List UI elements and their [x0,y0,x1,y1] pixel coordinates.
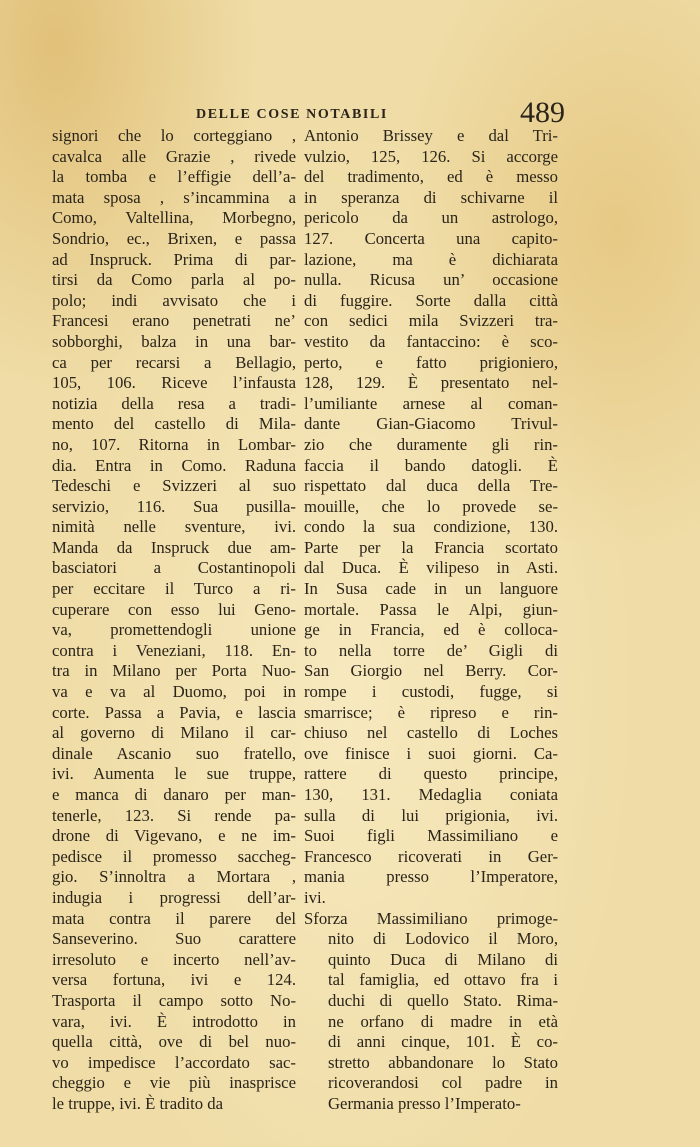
text-line: ad Inspruck. Prima di par- [52,249,296,269]
text-line: nito di Lodovico il Moro, [328,929,558,949]
text-line: mouille, che lo provede se- [304,496,558,516]
text-line: mata sposa , s’incammina a [52,187,296,207]
text-line: va e va al Duomo, poi in [52,682,296,702]
text-line: 127. Concerta una capito- [304,228,558,248]
text-line: quella città, ove di bel nuo- [52,1032,296,1052]
text-line: condo la sua condizione, 130. [304,517,558,537]
text-line: sulla di lui prigionia, ivi. [304,805,558,825]
text-line: mania presso l’Imperatore, [304,867,558,887]
text-line: cheggio e vie più inasprisce [52,1073,296,1093]
text-line: Como, Valtellina, Morbegno, [52,208,296,228]
text-line: notizia della resa a tradi- [52,393,296,413]
text-line: ca per recarsi a Bellagio, [52,352,296,372]
text-line: in speranza di schivarne il [304,187,558,207]
text-line: mata contra il parere del [52,908,296,928]
text-line: ricoverandosi col padre in [328,1073,558,1093]
text-line: chiuso nel castello di Loches [304,723,558,743]
text-line: Sanseverino. Suo carattere [52,929,296,949]
text-line: tirsi da Como parla al po- [52,270,296,290]
text-line: le truppe, ivi. È tradito da [52,1093,223,1113]
left-column [52,126,296,1115]
text-line: con sedici mila Svizzeri tra- [304,311,558,331]
text-line: Trasporta il campo sotto No- [52,990,296,1010]
text-line: dinale Ascanio suo fratello, [52,743,296,763]
text-line: del tradimento, ed è messo [304,167,558,187]
text-line: rattere di questo principe, [304,764,558,784]
text-line: Parte per la Francia scortato [304,537,558,557]
text-line: versa fortuna, ivi e 124. [52,970,296,990]
text-line: ivi. Aumenta le sue truppe, [52,764,296,784]
text-line: ge in Francia, ed è colloca- [304,620,558,640]
text-line: zio che duramente gli rin- [304,434,558,454]
text-line: Germania presso l’Imperato- [328,1093,521,1113]
text-line: pedisce il promesso saccheg- [52,846,296,866]
text-line: 128, 129. È presentato nel- [304,373,558,393]
text-line: corte. Passa a Pavia, e lascia [52,702,296,722]
text-line: vara, ivi. È introdotto in [52,1011,296,1031]
text-line: drone di Vigevano, e ne im- [52,826,296,846]
text-line: stretto abbandonare lo Stato [328,1052,558,1072]
text-line: Tedeschi e Svizzeri al suo [52,476,296,496]
text-line: Manda da Inspruck due am- [52,537,296,557]
text-line: to nella torre de’ Gigli di [304,640,558,660]
text-line: basciatori a Costantinopoli [52,558,296,578]
text-line: ne orfano di madre in età [328,1011,558,1031]
text-line: rispettato dal duca della Tre- [304,476,558,496]
text-line: 105, 106. Riceve l’infausta [52,373,296,393]
text-line: Suoi figli Massimiliano e [304,826,558,846]
text-line: Sondrio, ec., Brixen, e passa [52,228,296,248]
page-number: 489 [520,96,565,129]
text-line: Antonio Brissey e dal Tri- [304,126,558,145]
text-line: sobborghi, balza in una bar- [52,331,296,351]
text-line: signori che lo corteggiano , [52,126,296,145]
text-line: 130, 131. Medaglia coniata [304,785,558,804]
text-line: vulzio, 125, 126. Si accorge [304,146,558,166]
text-line: dia. Entra in Como. Raduna [52,455,296,475]
text-line: nimità nelle sventure, ivi. [52,517,296,537]
text-line: duchi di quello Stato. Rima- [328,990,558,1010]
text-line: dal Duca. È vilipeso in Asti. [304,558,558,578]
text-line: cavalca alle Grazie , rivede [52,146,296,166]
text-line: vo impedisce l’accordato sac- [52,1052,296,1072]
text-line: e manca di danaro per man- [52,785,296,804]
text-line: Sforza Massimiliano primoge- [304,908,558,928]
text-line: Francesi erano penetrati ne’ [52,311,296,331]
text-line: ivi. [304,887,326,907]
text-line: mento del castello di Mila- [52,414,296,434]
text-line: irresoluto e incerto nell’av- [52,949,296,969]
text-line: cuperare con esso lui Geno- [52,599,296,619]
text-line: al governo di Milano il car- [52,723,296,743]
text-line: San Giorgio nel Berry. Cor- [304,661,558,681]
text-line: perto, e fatto prigioniero, [304,352,558,372]
text-line: ove finisce i suoi giorni. Ca- [304,743,558,763]
text-line: quinto Duca di Milano di [328,949,558,969]
running-head-title: DELLE COSE NOTABILI [196,107,388,122]
text-line: di anni cinque, 101. È co- [328,1032,558,1052]
text-line: pericolo da un astrologo, [304,208,558,228]
text-line: nulla. Ricusa un’ occasione [304,270,558,290]
text-line: faccia il bando datogli. È [304,455,558,475]
text-line: polo; indi avvisato che i [52,290,296,310]
text-line: la tomba e l’effigie dell’a- [52,167,296,187]
text-line: tenerle, 123. Si rende pa- [52,805,296,825]
text-line: mortale. Passa le Alpi, giun- [304,599,558,619]
text-line: gio. S’innoltra a Mortara , [52,867,296,887]
text-line: tal famiglia, ed ottavo fra i [328,970,558,990]
text-line: no, 107. Ritorna in Lombar- [52,434,296,454]
text-line: lazione, ma è dichiarata [304,249,558,269]
text-line: vestito da fantaccino: è sco- [304,331,558,351]
text-line: contra i Veneziani, 118. En- [52,640,296,660]
text-line: In Susa cade in un languore [304,579,558,599]
text-line: indugia i progressi dell’ar- [52,887,296,907]
text-line: tra in Milano per Porta Nuo- [52,661,296,681]
text-line: di fuggire. Sorte dalla città [304,290,558,310]
right-column [304,126,558,1115]
text-line: per eccitare il Turco a ri- [52,579,296,599]
text-line: servizio, 116. Sua pusilla- [52,496,296,516]
text-line: smarrisce; è ripreso e rin- [304,702,558,722]
text-line: rompe i custodi, fugge, si [304,682,558,702]
text-line: va, promettendogli unione [52,620,296,640]
text-line: l’umiliante arnese al coman- [304,393,558,413]
text-line: Francesco ricoverati in Ger- [304,846,558,866]
text-line: dante Gian-Giacomo Trivul- [304,414,558,434]
